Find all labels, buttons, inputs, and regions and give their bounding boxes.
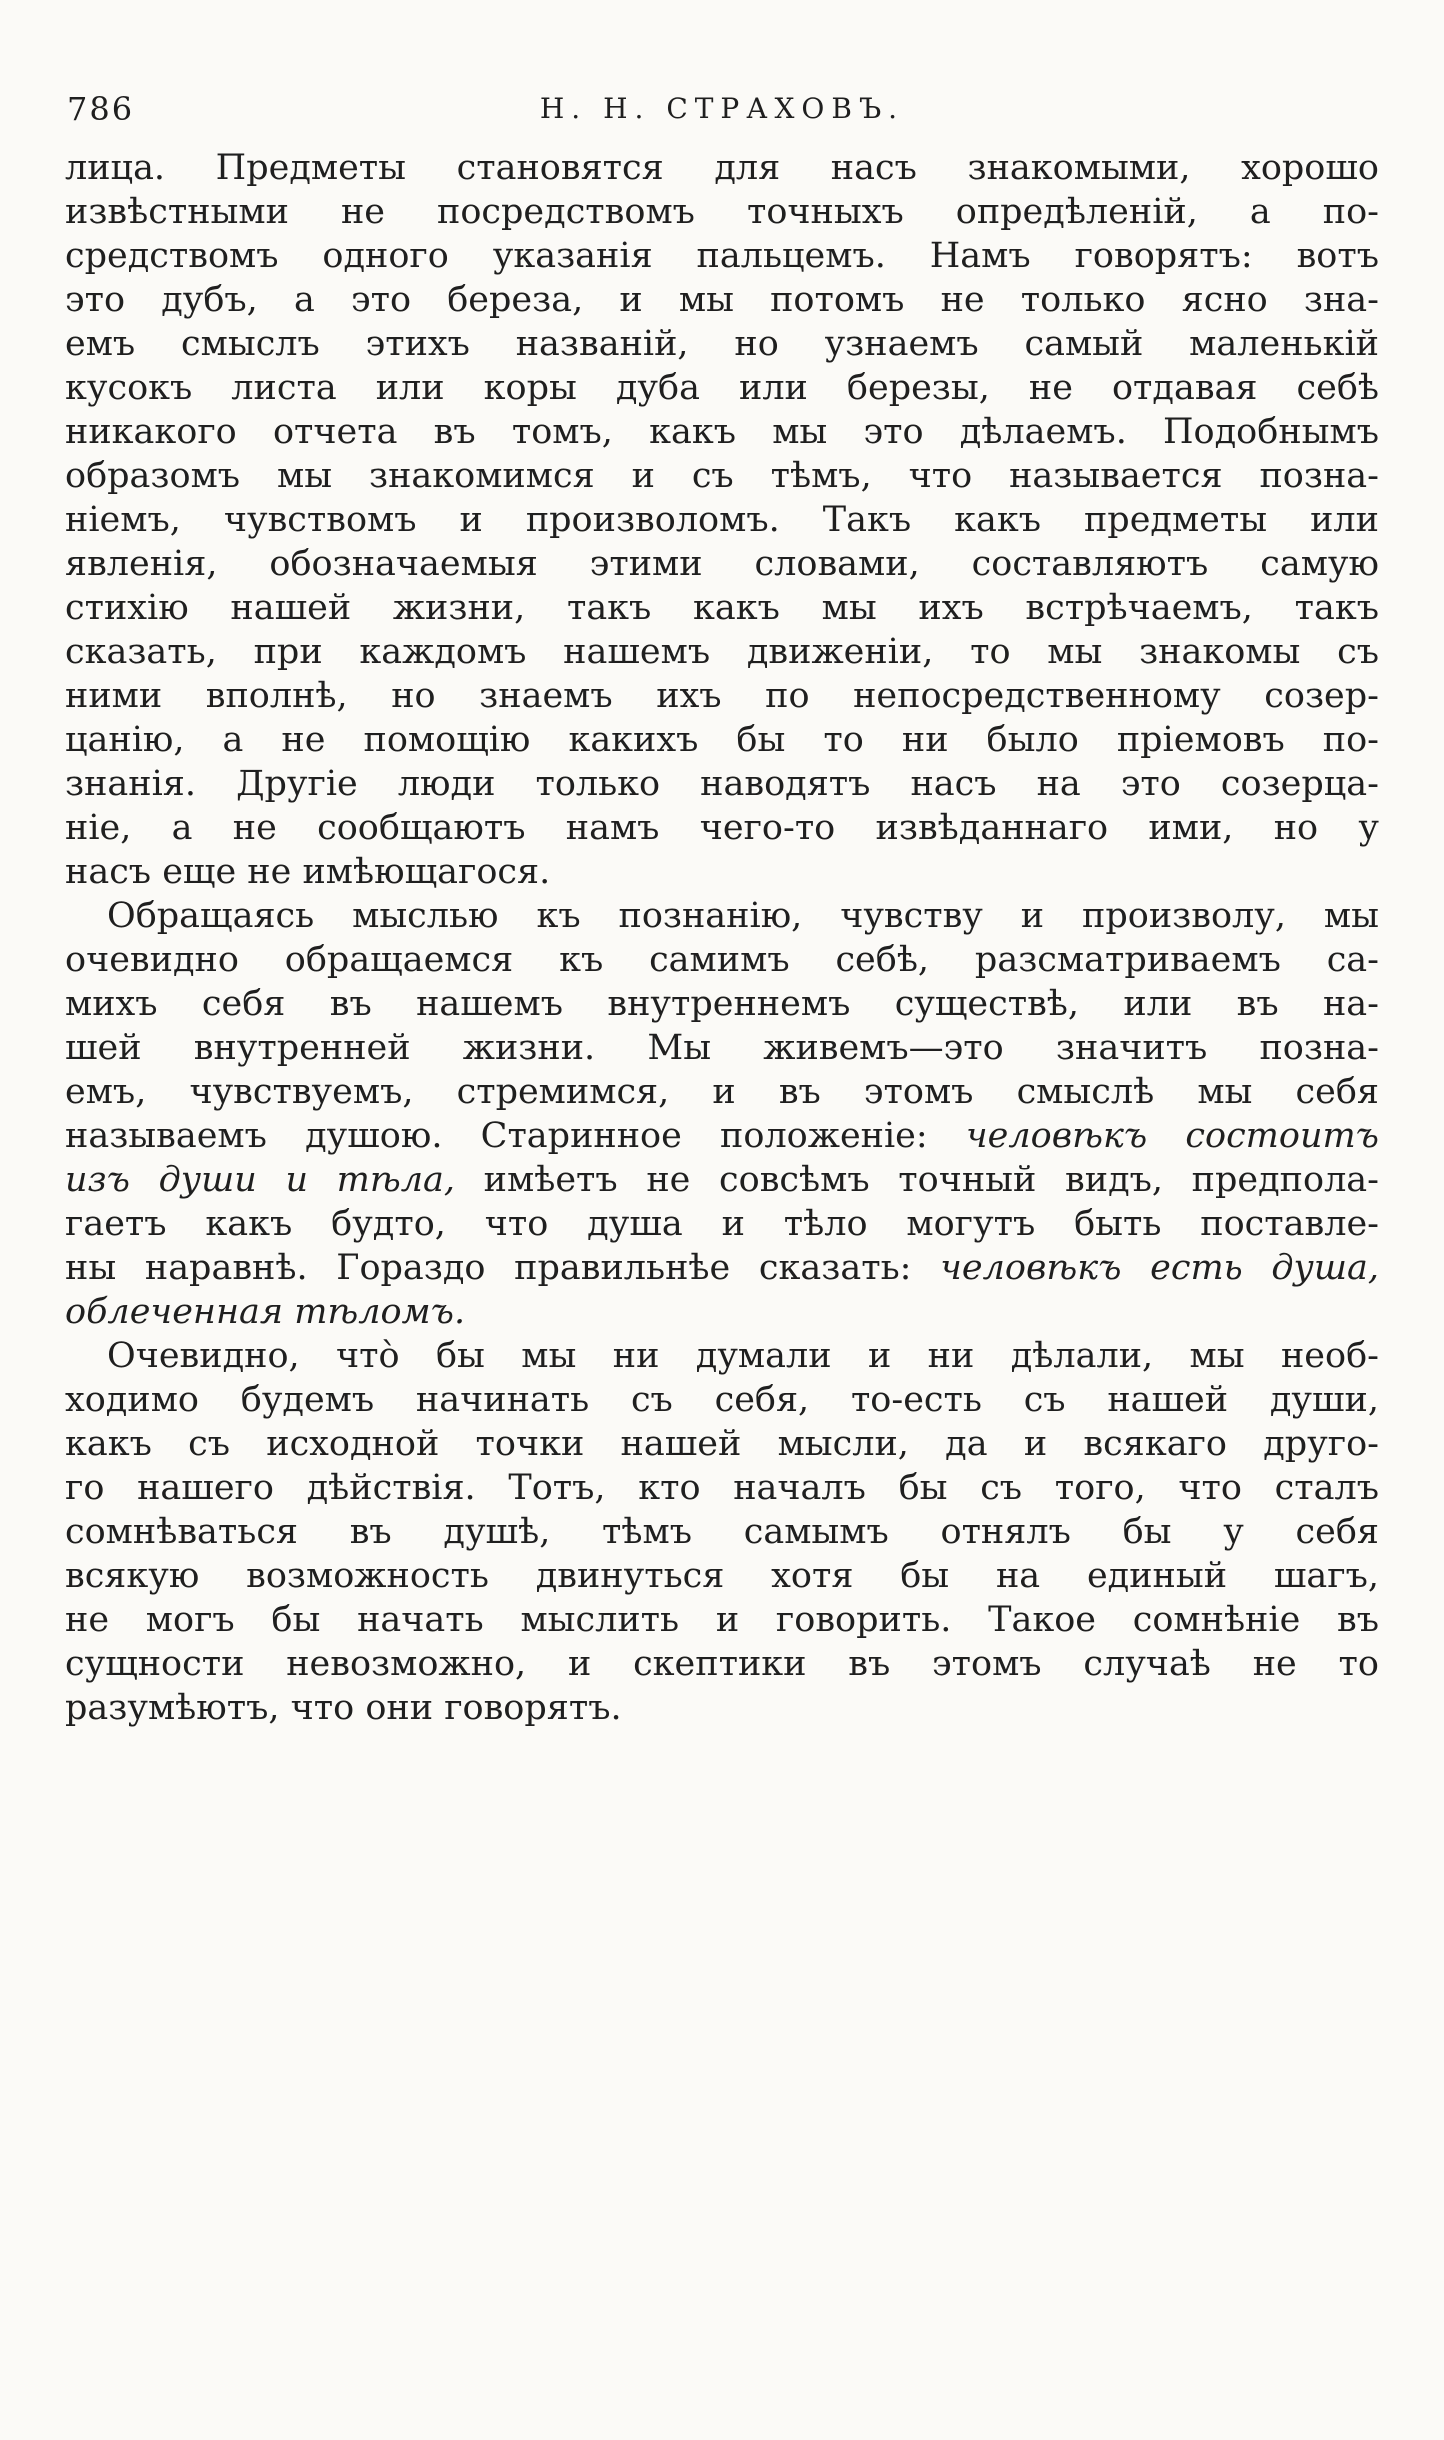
text-line [65,938,1379,982]
text-segment: образомъ мы знакомимся и съ тѣмъ, что называется позна- [65,456,1379,496]
text-segment: стихію нашей жизни, такъ какъ мы ихъ встрѣчаемъ, такъ [65,588,1379,628]
body-text [65,146,1379,1730]
text-line [65,278,1379,322]
text-line [65,586,1379,630]
text-line [65,190,1379,234]
text-segment: ны наравнѣ. Гораздо правильнѣе сказать: [65,1248,941,1288]
text-segment: явленія, обозначаемыя этими словами, составляютъ самую [65,544,1379,584]
text-line [65,1686,1379,1730]
text-line [65,498,1379,542]
text-line [65,454,1379,498]
text-line [65,1202,1379,1246]
text-segment: не могъ бы начать мыслить и говорить. Такое сомнѣніе въ [65,1600,1379,1640]
text-line [65,1114,1379,1158]
text-line [65,806,1379,850]
italic-phrase: человѣкъ состоитъ [965,1116,1380,1156]
text-line [65,1642,1379,1686]
text-line [65,146,1379,190]
text-line [65,410,1379,454]
text-segment: ніе, а не сообщаютъ намъ чего-то извѣданнаго ими, но у [65,808,1379,848]
text-segment: средствомъ одного указанія пальцемъ. Намъ говорятъ: вотъ [65,236,1379,276]
text-line [65,1334,1379,1378]
text-line [65,1070,1379,1114]
text-segment: имѣетъ не совсѣмъ точный видъ, предпола- [455,1160,1379,1200]
text-line [65,1466,1379,1510]
text-segment: кусокъ листа или коры дуба или березы, не отдавая себѣ [65,368,1379,408]
italic-phrase: человѣкъ есть душа, [940,1248,1379,1288]
text-line [65,322,1379,366]
text-segment: ними вполнѣ, но знаемъ ихъ по непосредственному созер- [65,676,1379,716]
text-line [65,718,1379,762]
text-segment: Обращаясь мыслью къ познанію, чувству и произволу, мы [107,896,1379,936]
text-segment: емъ, чувствуемъ, стремимся, и въ этомъ смыслѣ мы себя [65,1072,1379,1112]
text-segment: это дубъ, а это береза, и мы потомъ не только ясно зна- [65,280,1379,320]
text-segment: лица. Предметы становятся для насъ знакомыми, хорошо [65,148,1379,188]
italic-phrase: облеченная тѣломъ. [65,1292,466,1332]
page-number: 786 [67,90,135,128]
text-line [65,1598,1379,1642]
text-segment: гаетъ какъ будто, что душа и тѣло могутъ быть поставле- [65,1204,1379,1244]
text-segment: называемъ душою. Старинное положеніе: [65,1116,966,1156]
italic-phrase: изъ души и тѣла, [65,1160,456,1200]
text-line [65,1422,1379,1466]
text-segment: извѣстными не посредствомъ точныхъ опредѣленій, а по- [65,192,1379,232]
text-line [65,1026,1379,1070]
text-line [65,894,1379,938]
text-segment: михъ себя въ нашемъ внутреннемъ существѣ, или въ на- [65,984,1379,1024]
text-segment: сомнѣваться въ душѣ, тѣмъ самымъ отнялъ бы у себя [65,1512,1379,1552]
text-segment: какъ съ исходной точки нашей мысли, да и всякаго друго- [65,1424,1379,1464]
text-line [65,1378,1379,1422]
text-line [65,366,1379,410]
text-line [65,542,1379,586]
text-segment: ніемъ, чувствомъ и произволомъ. Такъ какъ предметы или [65,500,1379,540]
text-segment: разумѣютъ, что они говорятъ. [65,1688,622,1728]
text-line [65,1246,1379,1290]
text-segment: всякую возможность двинуться хотя бы на единый шагъ, [65,1556,1379,1596]
text-segment: сущности невозможно, и скептики въ этомъ случаѣ не то [65,1644,1379,1684]
text-segment: никакого отчета въ томъ, какъ мы это дѣлаемъ. Подобнымъ [65,412,1379,452]
text-segment: знанія. Другіе люди только наводятъ насъ на это созерца- [65,764,1379,804]
text-line [65,234,1379,278]
page-header [65,88,1379,132]
text-line [65,982,1379,1026]
text-segment: шей внутренней жизни. Мы живемъ—это значитъ позна- [65,1028,1379,1068]
text-line [65,1554,1379,1598]
text-line [65,762,1379,806]
text-line [65,674,1379,718]
text-line [65,1158,1379,1202]
text-segment: очевидно обращаемся къ самимъ себѣ, разсматриваемъ са- [65,940,1379,980]
text-line [65,850,1379,894]
text-line [65,1510,1379,1554]
text-segment: насъ еще не имѣющагося. [65,852,551,892]
text-line [65,1290,1379,1334]
text-segment: ходимо будемъ начинать съ себя, то-есть съ нашей души, [65,1380,1379,1420]
text-segment: го нашего дѣйствія. Тотъ, кто началъ бы съ того, что сталъ [65,1468,1379,1508]
running-head: Н. Н. СТРАХОВЪ. [539,92,905,125]
text-segment: сказать, при каждомъ нашемъ движеніи, то мы знакомы съ [65,632,1379,672]
text-segment: цанію, а не помощію какихъ бы то ни было пріемовъ по- [65,720,1379,760]
text-segment: Очевидно, что̀ бы мы ни думали и ни дѣлали, мы необ- [107,1336,1379,1376]
text-segment: емъ смыслъ этихъ названій, но узнаемъ самый маленькій [65,324,1379,364]
text-line [65,630,1379,674]
